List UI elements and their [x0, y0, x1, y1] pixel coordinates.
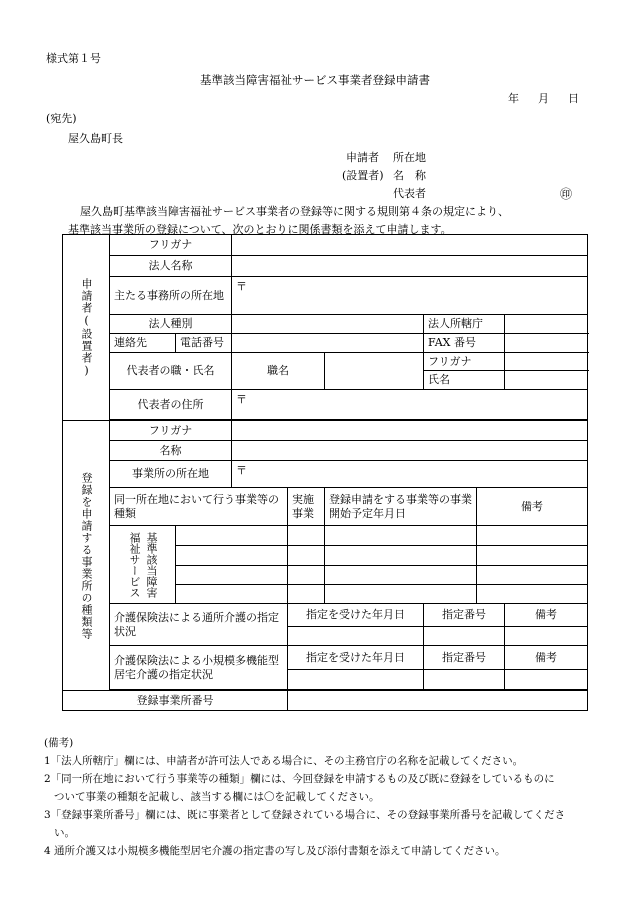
corp-name-field[interactable]: [232, 256, 588, 277]
service-row-2-date[interactable]: [325, 546, 477, 566]
form-title: 基準該当障害福祉サービス事業者登録申請書: [200, 73, 430, 87]
application-table: [62, 234, 588, 711]
care-day-remarks-header: 備考: [505, 604, 588, 627]
establisher-label: (設置者): [342, 169, 384, 182]
care-day-no-field[interactable]: [424, 627, 505, 646]
corp-name-label: 法人名称: [110, 256, 232, 277]
notes-heading: (備考): [44, 737, 74, 749]
service-label-a: 基準該当障害: [145, 531, 158, 598]
intro-line-2: 基準該当事業所の登録について、次のとおりに関係書類を添えて申請します。: [68, 223, 452, 236]
care-day-label: 介護保険法による通所介護の指定状況: [110, 604, 288, 646]
office-furigana-label: フリガナ: [110, 421, 232, 441]
section-office: 登録を申請する事業所の種類等: [63, 421, 110, 691]
service-row-1-impl[interactable]: [288, 526, 325, 546]
job-title-field[interactable]: [325, 353, 424, 390]
rep-furigana-label: フリガナ: [424, 353, 505, 371]
service-row-2-type[interactable]: [176, 546, 288, 566]
remarks-header: 備考: [477, 488, 588, 526]
rep-address-field[interactable]: [232, 390, 588, 420]
service-type-label: [110, 526, 176, 604]
note-2b: ついて事業の種類を記載し、該当する欄には〇を記載してください。: [54, 791, 380, 803]
addressee-label: (宛先): [46, 112, 77, 125]
main-office-label: 主たる事務所の所在地: [110, 277, 232, 315]
service-row-4-remarks[interactable]: [477, 585, 588, 604]
contact-label: 連絡先: [110, 334, 176, 353]
form-number: 様式第１号: [46, 52, 101, 65]
rep-title-name-label: 代表者の職・氏名: [110, 353, 232, 390]
service-row-4-impl[interactable]: [288, 585, 325, 604]
reg-no-field[interactable]: [288, 691, 588, 711]
fax-field[interactable]: [505, 334, 588, 353]
service-row-4-type[interactable]: [176, 585, 288, 604]
notes: [44, 734, 614, 860]
service-row-1-remarks[interactable]: [477, 526, 588, 546]
care-day-remarks-field[interactable]: [505, 627, 588, 646]
service-row-3-impl[interactable]: [288, 566, 325, 585]
postal-mark: 〒: [236, 280, 248, 293]
care-day-date-field[interactable]: [288, 627, 424, 646]
care-small-remarks-field[interactable]: [505, 670, 588, 690]
office-name-label: 名称: [110, 441, 232, 461]
care-small-remarks-header: 備考: [505, 646, 588, 670]
care-small-no-field[interactable]: [424, 670, 505, 690]
service-row-3-date[interactable]: [325, 566, 477, 585]
furigana-label: フリガナ: [110, 235, 232, 256]
designated-date-header-2: 指定を受けた年月日: [288, 646, 424, 670]
corp-authority-label: 法人所轄庁: [424, 315, 505, 334]
implemented-header: 実施事業: [288, 488, 325, 526]
postal-mark: 〒: [236, 464, 248, 477]
rep-name-field[interactable]: [505, 371, 588, 390]
note-2a: 2「同一所在地において行う事業等の種類」欄には、今回登録を申請するもの及び既に登録をしているものに: [44, 773, 555, 785]
applicant-name-label: 名 称: [393, 169, 426, 182]
representative-label: 代表者: [393, 187, 426, 200]
postal-mark: 〒: [236, 393, 248, 406]
date-line: 年 月 日: [508, 92, 583, 105]
care-small-label: 介護保険法による小規模多機能型居宅介護の指定状況: [110, 646, 288, 690]
addressee: 屋久島町長: [68, 132, 123, 145]
rep-name-label: 氏名: [424, 371, 505, 390]
applicant-address-label: 所在地: [393, 151, 426, 164]
applicant-label: 申請者: [346, 151, 379, 164]
service-label-b: 福祉サービス: [128, 531, 141, 598]
service-row-4-date[interactable]: [325, 585, 477, 604]
service-row-3-type[interactable]: [176, 566, 288, 585]
note-4: 4 通所介護又は小規模多機能型居宅介護の指定書の写し及び添付書類を添えて申請してください。: [44, 845, 506, 857]
note-3b: い。: [54, 827, 75, 839]
care-small-date-field[interactable]: [288, 670, 424, 690]
office-address-field[interactable]: [232, 461, 588, 488]
rep-furigana-field[interactable]: [505, 353, 588, 371]
fax-label: FAX 番号: [424, 334, 505, 353]
start-date-header: 登録申請をする事業等の事業開始予定年月日: [325, 488, 477, 526]
note-1: 1「法人所轄庁」欄には、申請者が許可法人である場合に、その主務官庁の名称を記載してください。: [44, 755, 524, 767]
job-title-label: 職名: [232, 353, 325, 390]
office-address-label: 事業所の所在地: [110, 461, 232, 488]
service-row-1-date[interactable]: [325, 526, 477, 546]
rep-address-label: 代表者の住所: [110, 390, 232, 420]
service-row-2-remarks[interactable]: [477, 546, 588, 566]
designated-date-header: 指定を受けた年月日: [288, 604, 424, 627]
office-name-field[interactable]: [232, 441, 588, 461]
main-office-field[interactable]: [232, 277, 588, 315]
phone-field[interactable]: [232, 334, 424, 353]
note-3a: 3「登録事業所番号」欄には、既に事業者として登録されている場合に、その登録事業所番号を記載してくださ: [44, 809, 566, 821]
reg-no-label: 登録事業所番号: [63, 691, 288, 711]
office-furigana-field[interactable]: [232, 421, 588, 441]
intro-line-1: 屋久島町基準該当障害福祉サービス事業者の登録等に関する規則第４条の規定により、: [80, 205, 509, 218]
section-applicant: 申請者(設置者): [63, 235, 110, 421]
seal-mark: ㊞: [560, 187, 573, 201]
same-loc-types-header: 同一所在地において行う事業等の種類: [110, 488, 288, 526]
corp-authority-field[interactable]: [505, 315, 588, 334]
corp-type-field[interactable]: [232, 315, 424, 334]
corp-type-label: 法人種別: [110, 315, 232, 334]
service-row-1-type[interactable]: [176, 526, 288, 546]
designated-no-header-2: 指定番号: [424, 646, 505, 670]
designated-no-header: 指定番号: [424, 604, 505, 627]
furigana-field[interactable]: [232, 235, 588, 256]
phone-label: 電話番号: [176, 334, 232, 353]
service-row-2-impl[interactable]: [288, 546, 325, 566]
service-row-3-remarks[interactable]: [477, 566, 588, 585]
